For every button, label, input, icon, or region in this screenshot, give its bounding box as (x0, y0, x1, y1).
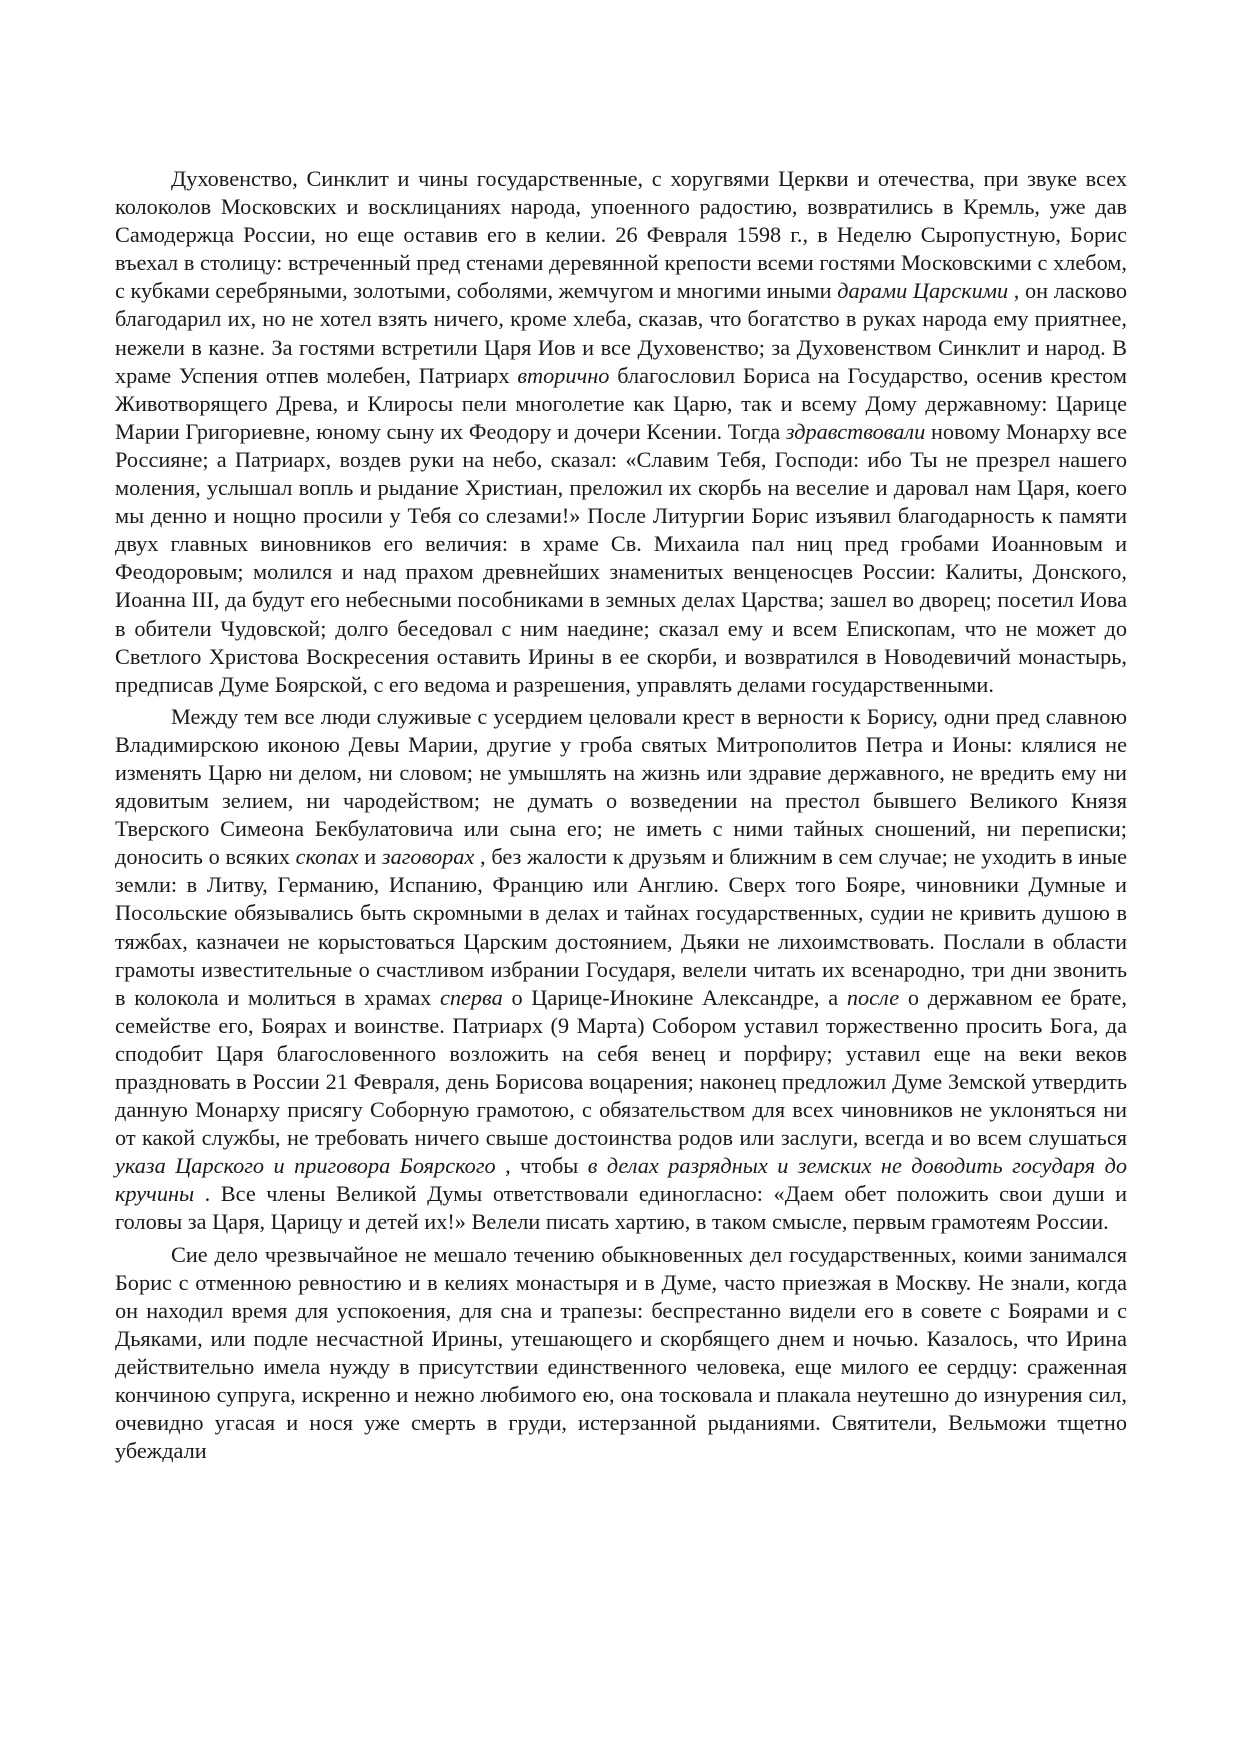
paragraph-2-text-3: , без жалости к друзьям и ближним в сем случае; не уходить в иные земли: в Литву, Германию, Испанию, Францию или Англию. Сверх того Бояре, чиновники Думные и Посольские обязывались быть скромными в делах и тайнах государственных, судии не кривить душою в тяжбах, казначеи не корыстоваться Царским достоянием, Дьяки не лихоимствовать. Послали в области грамоты известительные о счастливом избрании Государя, велели читать их всенародно, три дни звонить в колокола и молиться в храмах (115, 844, 1127, 1010)
paragraph-1-italic-1: дарами Царскими (837, 278, 1009, 304)
paragraph-2-text-6: , чтобы (495, 1153, 588, 1179)
paragraph-3-text-1: Сие дело чрезвычайное не мешало течению обыкновенных дел государственных, коими занимался Борис с отменною ревностию и в келиях монастыря и в Думе, часто приезжая в Москву. Не знали, когда он находил время для успокоения, для сна и трапезы: беспрестанно видели его в совете с Боярами и с Дьяками, или подле несчастной Ирины, утешающего и скорбящего днем и ночью. Казалось, что Ирина действительно имела нужду в присутствии единственного человека, еще милого ее сердцу: сраженная кончиною супруга, искренно и нежно любимого ею, она тосковала и плакала неутешно до изнурения сил, очевидно угасая и нося уже смерть в груди, истерзанной рыданиями. Святители, Вельможи тщетно убеждали (115, 1241, 1127, 1464)
paragraph-1-text-1: Духовенство, Синклит и чины государственные, с хоругвями Церкви и отечества, при звуке всех колоколов Московских и восклицаниях народа, упоенного радостию, возвратились в Кремль, уже дав Самодержца России, но еще оставив его в келии. 26 Февраля 1598 г., в Неделю Сыропустную, Борис въехал в столицу: встреченный пред стенами деревянной крепости всеми гостями Московскими с хлебом, с кубками серебряными, золотыми, соболями, жемчугом и многими иными (115, 166, 1127, 304)
paragraph-1-italic-2: вторично (517, 362, 610, 388)
paragraph-2-text-4: о Царице-Инокине Александре, а (502, 984, 847, 1010)
paragraph-2-italic-2: заговорах (381, 844, 475, 870)
paragraph-2-italic-1: скопах (295, 844, 359, 870)
paragraph-1-text-2: , он ласково благодарил их, но не хотел взять ничего, кроме хлеба, сказав, что богатство в руках народа ему приятнее, нежели в казне. За гостями встретили Царя Иов и все Духовенство; за Духовенством Синклит и народ. В храме Успения отпев молебен, Патриарх (115, 278, 1127, 388)
paragraph-1 (115, 165, 1127, 699)
paragraph-2-italic-3: сперва (439, 984, 503, 1010)
paragraph-2 (115, 703, 1127, 1237)
paragraph-2-italic-5: указа Царского и приговора Боярского (115, 1153, 496, 1179)
document-page (115, 165, 1127, 1465)
paragraph-1-text-3: благословил Бориса на Государство, осенив крестом Животворящего Древа, и Клиросы пели многолетие как Царю, так и всему Дому державному: Царице Марии Григориевне, юному сыну их Феодору и дочери Ксении. Тогда (115, 362, 1127, 444)
paragraph-2-text-7: . Все члены Великой Думы ответствовали единогласно: «Даем обет положить свои души и головы за Царя, Царицу и детей их!» Велели писать хартию, в таком смысле, первым грамотеям России. (115, 1181, 1127, 1235)
paragraph-2-text-5: о державном ее брате, семействе его, Боярах и воинстве. Патриарх (9 Марта) Собором уставил торжественно просить Бога, да сподобит Царя благословенного возложить на себя венец и порфиру; уставил еще на веки веков праздновать в России 21 Февраля, день Борисова воцарения; наконец предложил Думе Земской утвердить данную Монарху присягу Соборную грамотою, с обязательством для всех чиновников не уклоняться ни от какой службы, не требовать ничего свыше достоинства родов или заслуги, всегда и во всем слушаться (115, 984, 1128, 1151)
paragraph-2-italic-4: после (846, 984, 900, 1010)
paragraph-2-text-2: и (358, 844, 382, 870)
paragraph-3 (115, 1241, 1127, 1466)
paragraph-1-text-4: новому Монарху все Россияне; а Патриарх, воздев руки на небо, сказал: «Славим Тебя, Господи: ибо Ты не презрел нашего моления, услышал вопль и рыдание Христиан, преложил их скорбь на веселие и даровал нам Царя, коего мы денно и нощно просили у Тебя со слезами!» После Литургии Борис изъявил благодарность к памяти двух главных виновников его величия: в храме Св. Михаила пал ниц пред гробами Иоанновым и Феодоровым; молился и над прахом древнейших знаменитых венценосцев России: Калиты, Донского, Иоанна III, да будут его небесными пособниками в земных делах Царства; зашел во дворец; посетил Иова в обители Чудовской; долго беседовал с ним наедине; сказал ему и всем Епископам, что не может до Светлого Христова Воскресения оставить Ирины в ее скорби, и возвратился в Новодевичий монастырь, предписав Думе Боярской, с его ведома и разрешения, управлять делами государственными. (115, 418, 1128, 697)
paragraph-2-italic-6: в делах разрядных и земских не доводить государя до кручины (115, 1153, 1128, 1207)
paragraph-2-text-1: Между тем все люди служивые с усердием целовали крест в верности к Борису, одни пред славною Владимирскою иконою Девы Марии, другие у гроба святых Митрополитов Петра и Ионы: клялися не изменять Царю ни делом, ни словом; не умышлять на жизнь или здравие державного, не вредить ему ни ядовитым зелием, ни чародейством; не думать о возведении на престол бывшего Великого Князя Тверского Симеона Бекбулатовича или сына его; не иметь с ними тайных сношений, ни переписки; доносить о всяких (115, 703, 1127, 870)
paragraph-1-italic-3: здравствовали (785, 418, 926, 444)
